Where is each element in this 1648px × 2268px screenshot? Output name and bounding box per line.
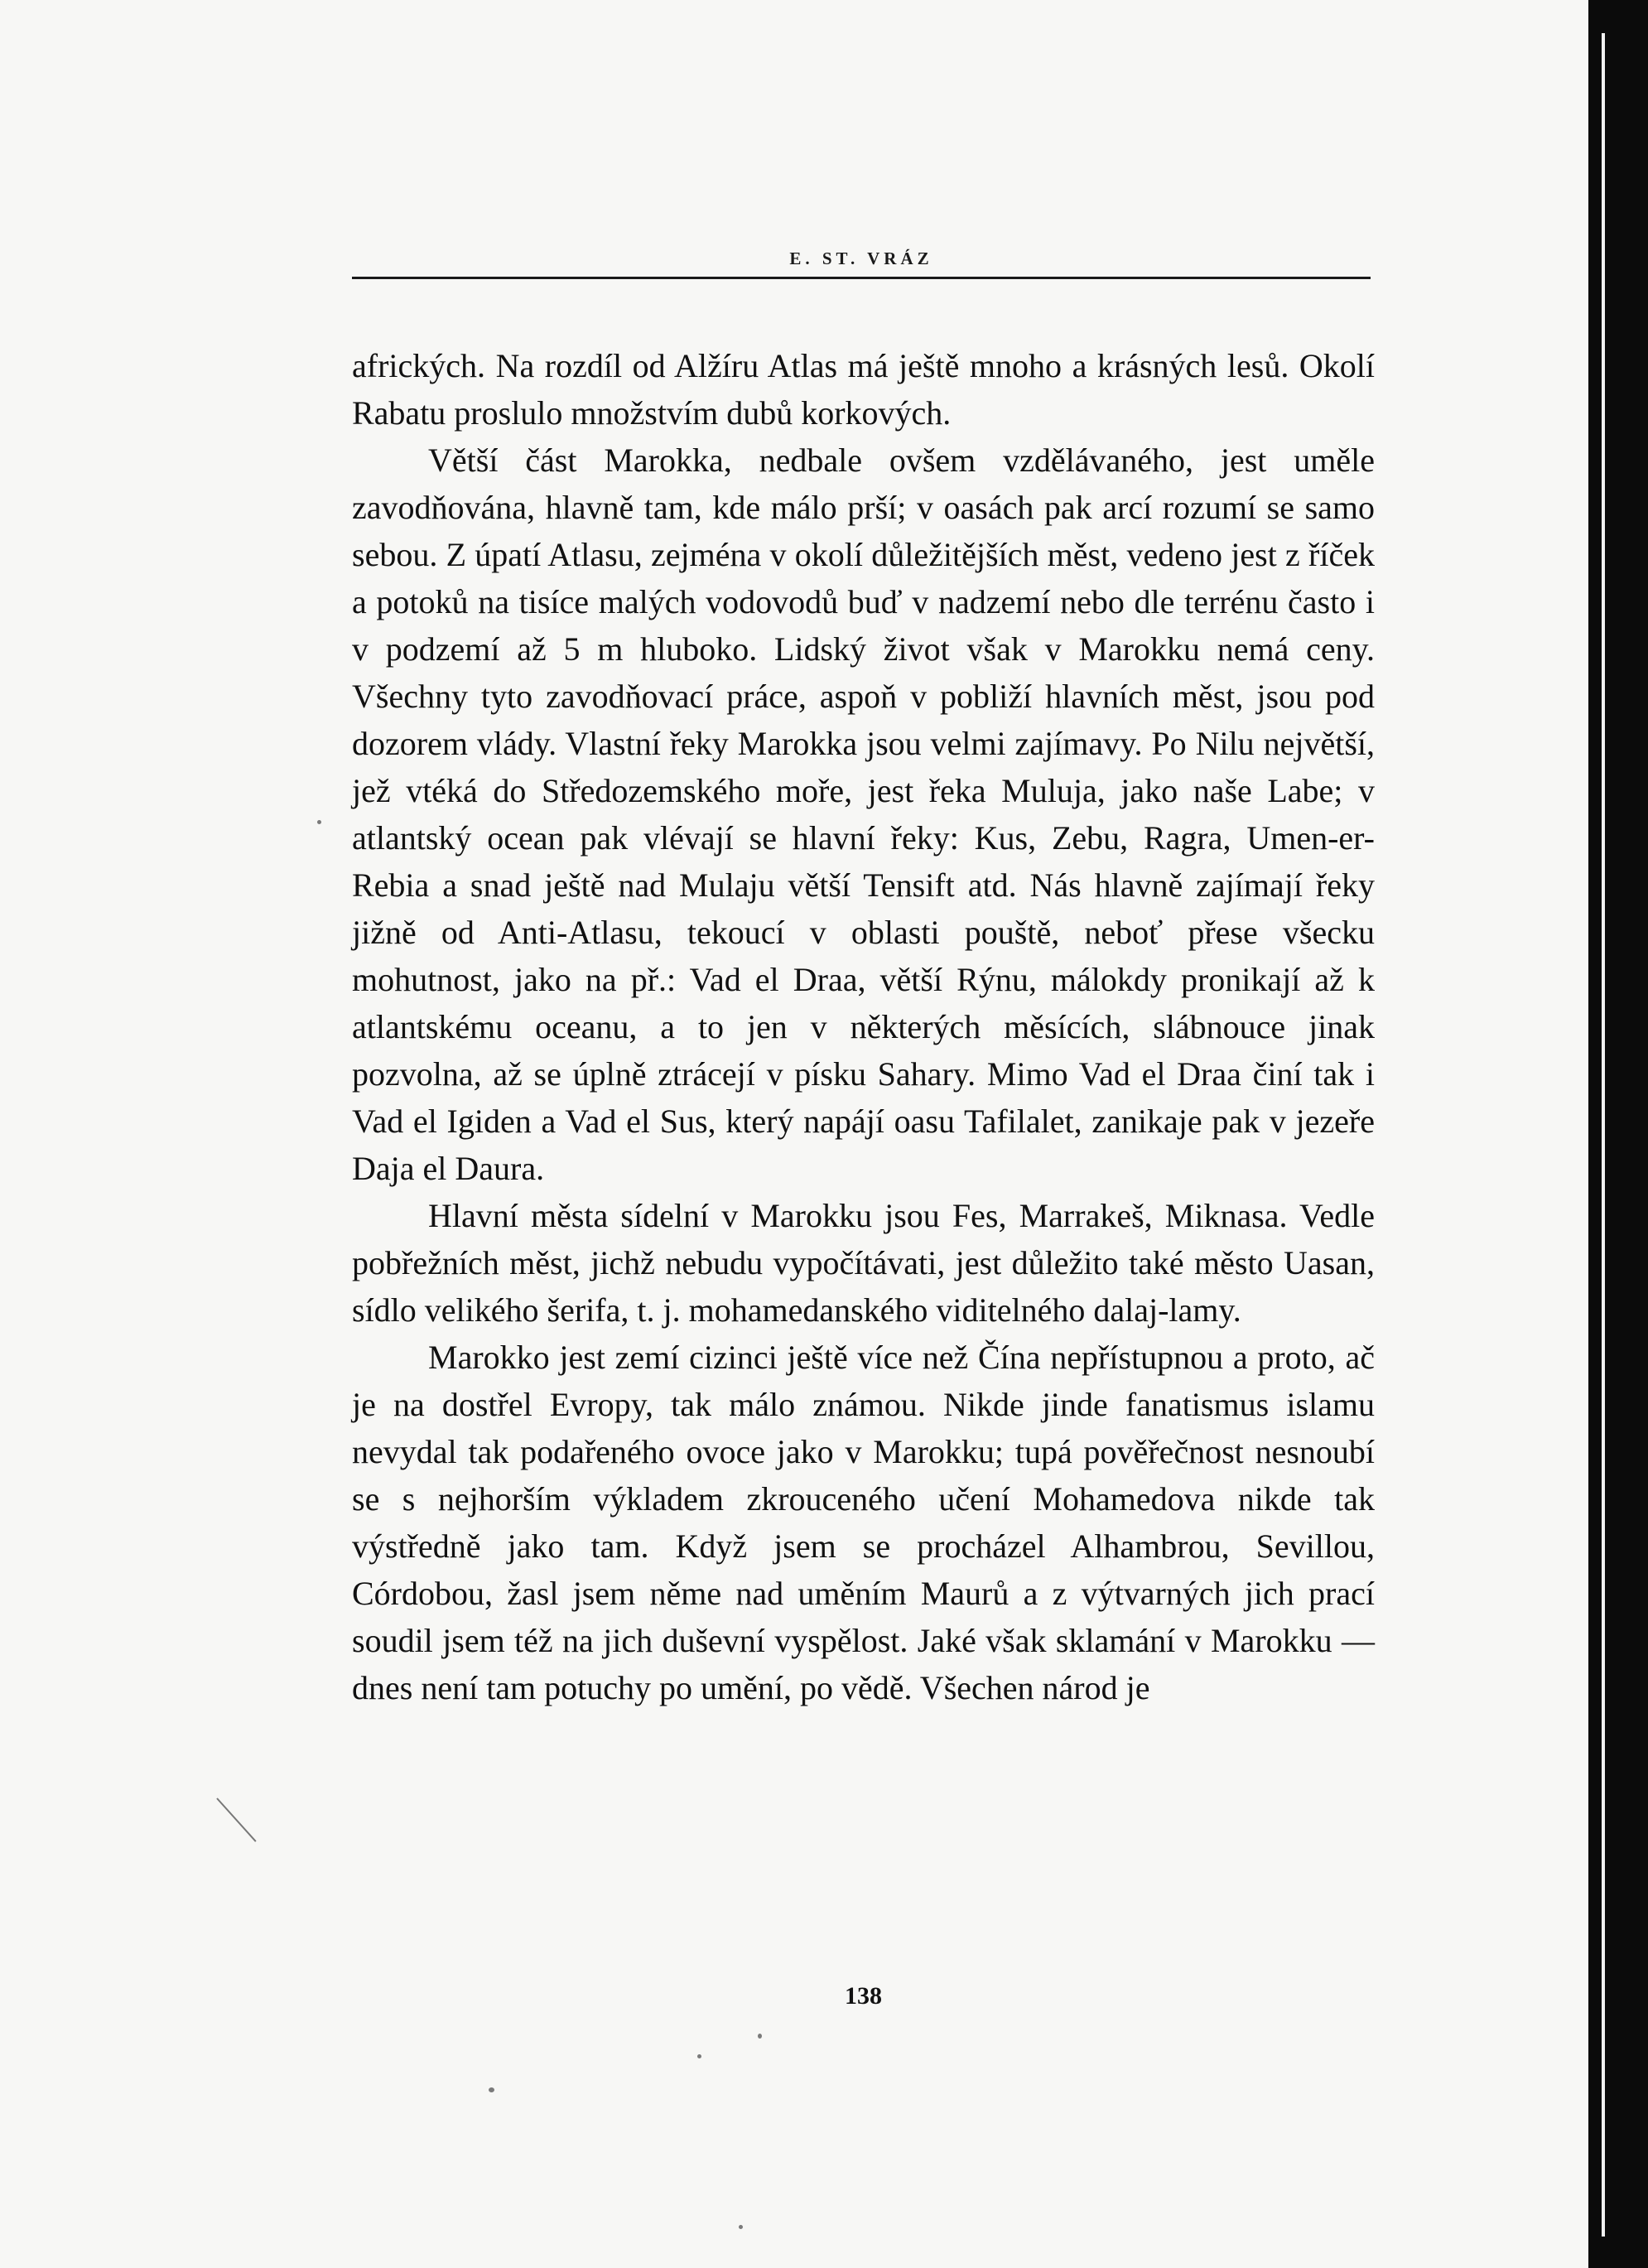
paragraph-2: Větší část Marokka, nedbale ovšem vzdělávaného, jest uměle zavodňována, hlavně tam, kde málo prší; v oasách pak arcí rozumí se samo sebou. Z úpatí Atlasu, zejména v okolí důležitějších měst, vedeno jest z říček a potoků na tisíce malých vodovodů buď v nadzemí nebo dle terrénu často i v podzemí až 5 m hluboko. Lidský život však v Marokku nemá ceny. Všechny tyto zavodňovací práce, aspoň v pobliží hlavních měst, jsou pod dozorem vlády. Vlastní řeky Marokka jsou velmi zajímavy. Po Nilu největší, jež vtéká do Středozemského moře, jest řeka Muluja, jako naše Labe; v atlantský ocean pak vlévají se hlavní řeky: Kus, Zebu, Ragra, Umen-er-Rebia a snad ještě nad Mulaju větší Tensift atd. Nás hlavně zajímají řeky jižně od Anti-Atlasu, tekoucí v oblasti pouště, neboť přese všecku mohutnost, jako na př.: Vad el Draa, větší Rýnu, málokdy pronikají až k atlantskému oceanu, a to jen v některých měsících, slábnouce jinak pozvolna, až se úplně ztrácejí v písku Sahary. Mimo Vad el Draa činí tak i Vad el Igiden a Vad el Sus, který napájí oasu Tafilalet, zanikaje pak v jezeře Daja el Daura.: [352, 442, 1375, 1187]
paragraph-3: Hlavní města sídelní v Marokku jsou Fes, Marrakeš, Miknasa. Vedle pobřežních měst, jichž nebudu vypočítávati, jest důležito také město Uasan, sídlo velikého šerifa, t. j. mohamedanského viditelného dalaj-lamy.: [352, 1197, 1375, 1329]
scan-speck: [739, 2225, 743, 2229]
scan-speck: [758, 2034, 762, 2039]
header-rule: [352, 277, 1371, 279]
page-edge-line: [1602, 33, 1605, 2237]
scan-scratch: [216, 1798, 256, 1841]
body-text: [352, 342, 1375, 1711]
running-head: E. ST. VRÁZ: [789, 249, 933, 268]
paragraph-4: Marokko jest zemí cizinci ještě více než Čína nepřístupnou a proto, ač je na dostřel Evropy, tak málo známou. Nikde jinde fanatismus islamu nevydal tak podařeného ovoce jako v Marokku; tupá pověřečnost nesnoubí se s nejhorším výkladem zkrouceného učení Mohamedova nikde tak výstředně jako tam. Když jsem se procházel Alhambrou, Sevillou, Córdobou, žasl jsem něme nad uměním Maurů a z výtvarných jich prací soudil jsem též na jich duševní vyspělost. Jaké však sklamání v Marokku — dnes není tam potuchy po umění, po vědě. Všechen národ je: [352, 1339, 1375, 1706]
page-number: 138: [845, 1982, 882, 2010]
paragraph-1: afrických. Na rozdíl od Alžíru Atlas má ještě mnoho a krásných lesů. Okolí Rabatu proslulo množstvím dubů korkových.: [352, 347, 1375, 432]
scan-border: [1588, 0, 1648, 2268]
scan-speck: [489, 2087, 494, 2092]
scan-speck: [697, 2054, 701, 2058]
scan-speck: [317, 820, 321, 824]
